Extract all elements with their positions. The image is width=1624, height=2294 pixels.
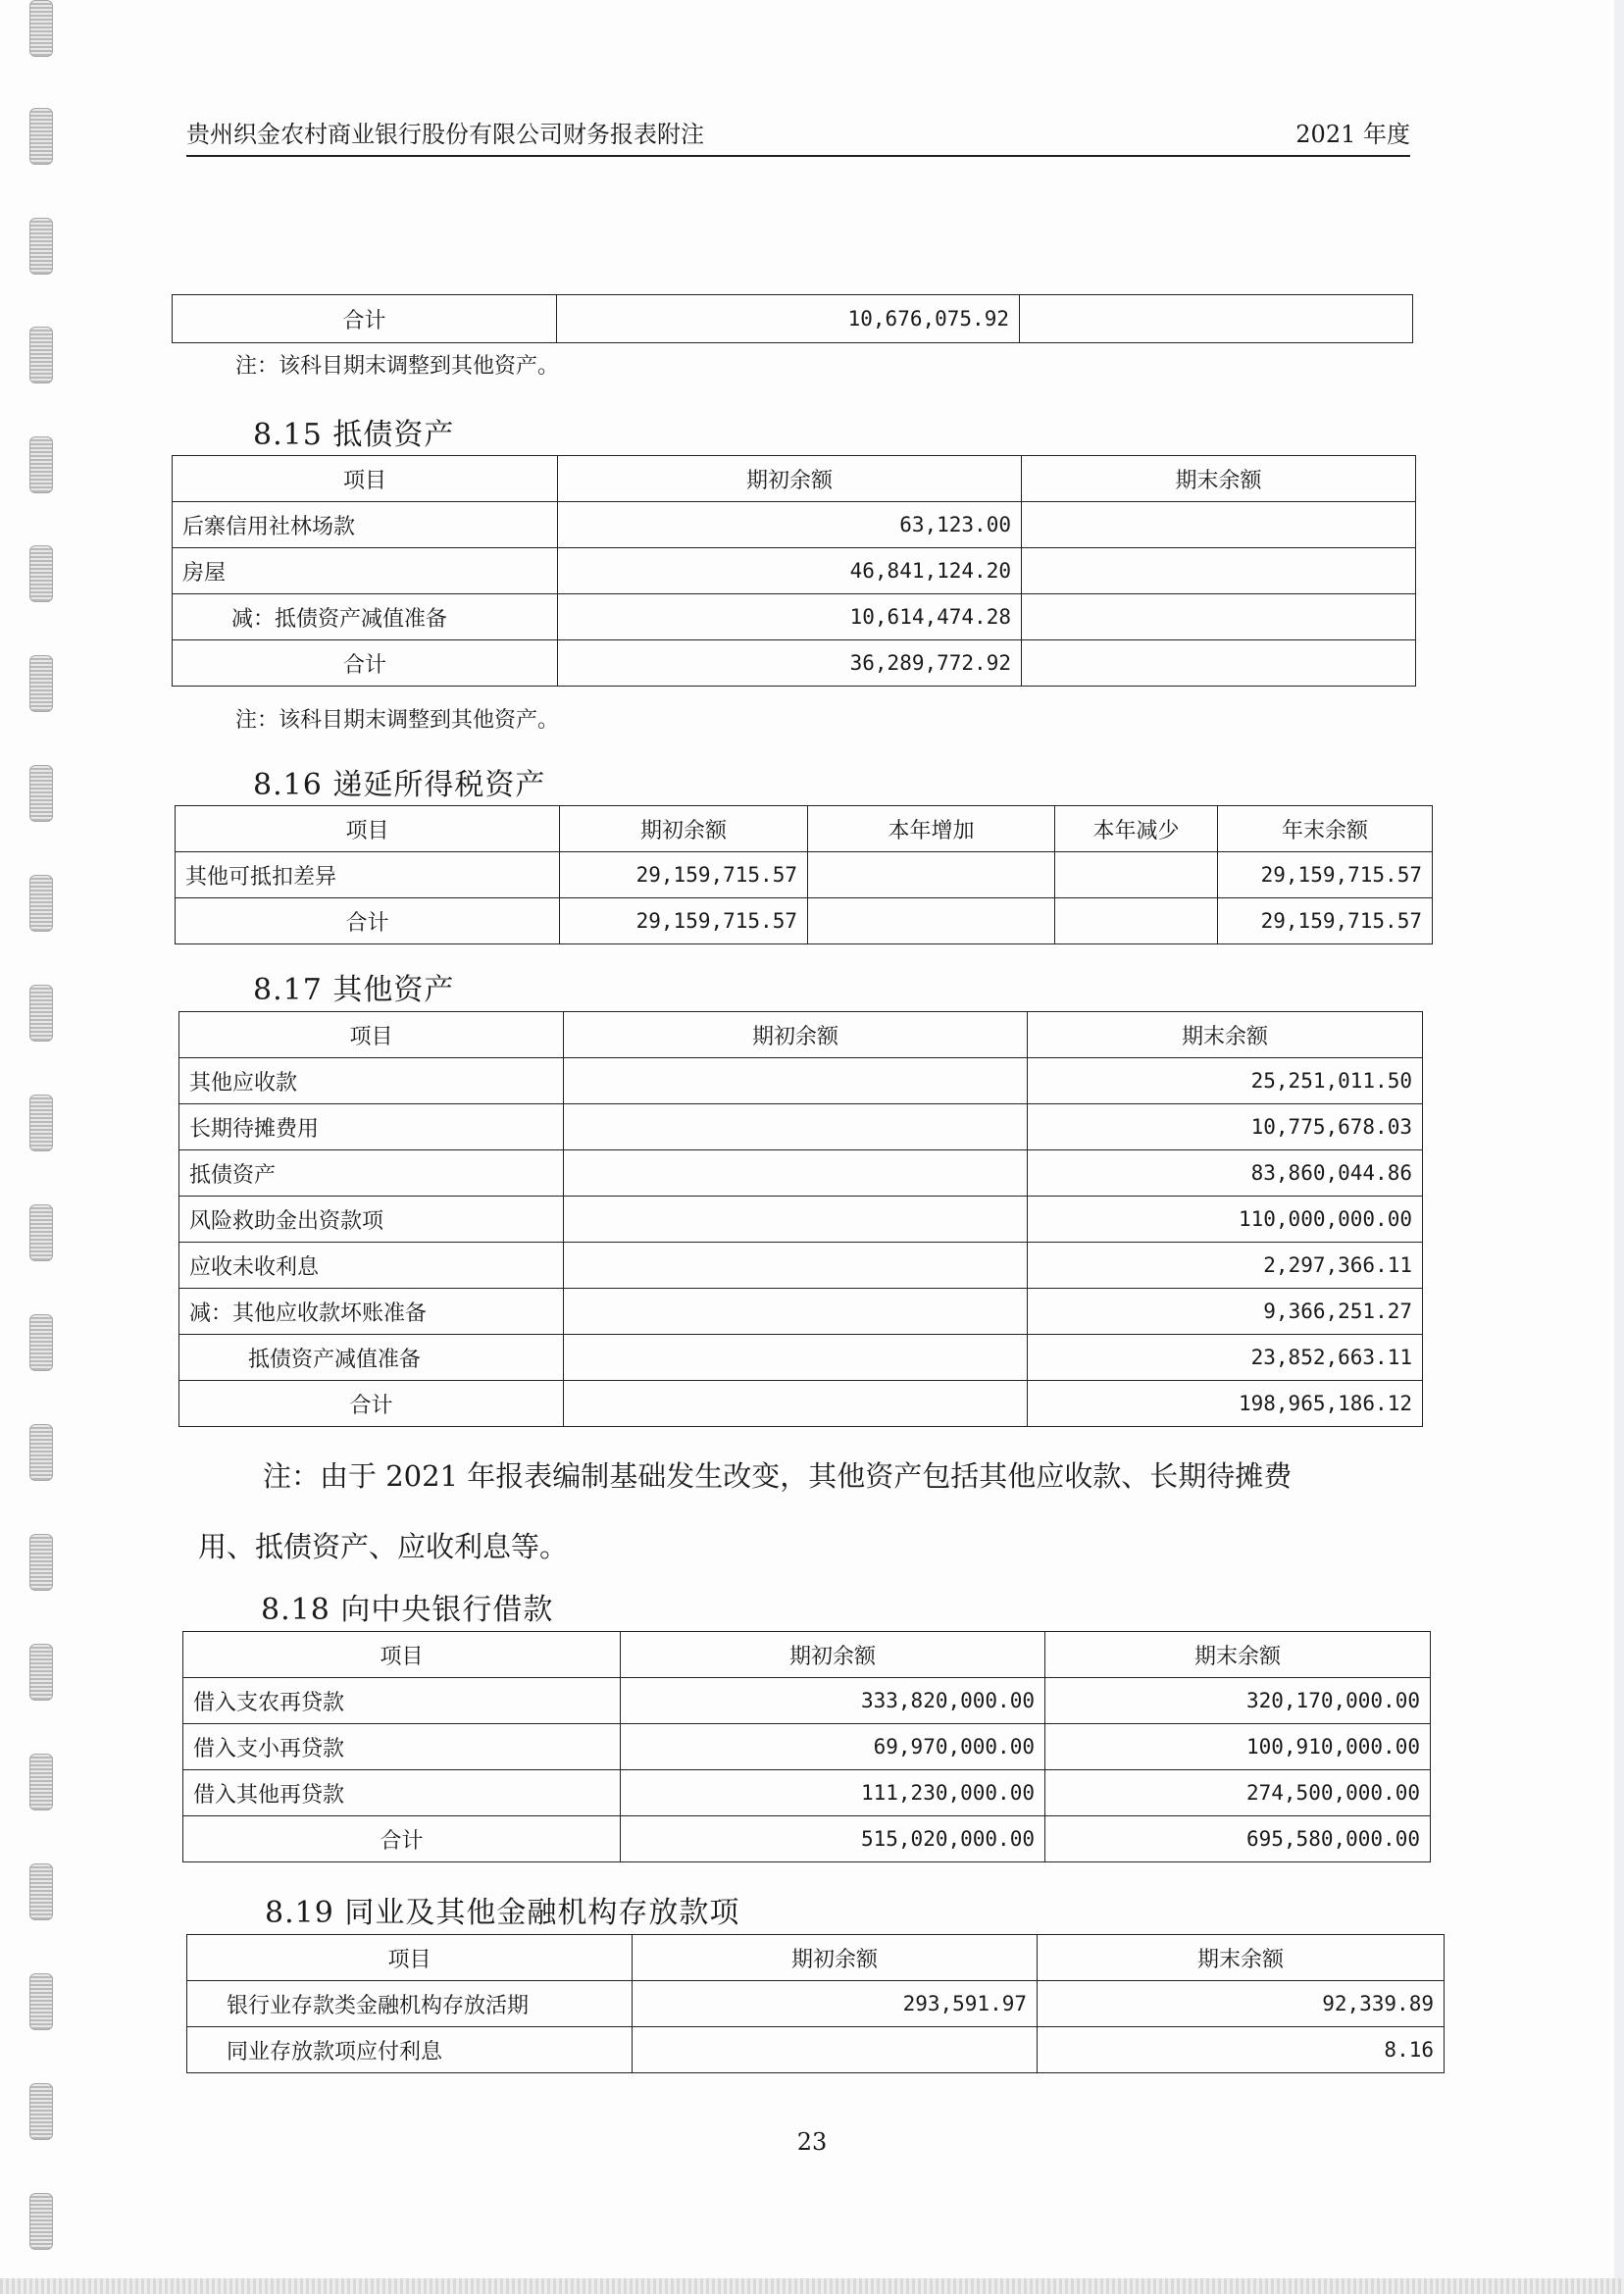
binding-hole xyxy=(29,2193,53,2250)
column-header: 期初余额 xyxy=(558,456,1022,502)
table-row xyxy=(187,1981,1445,2027)
table-cell: 后寨信用社林场款 xyxy=(173,502,558,548)
table-cell: 银行业存款类金融机构存放活期 xyxy=(187,1981,633,2027)
table-cell: 合计 xyxy=(176,898,560,944)
table-row xyxy=(179,1058,1423,1104)
table-row xyxy=(179,1197,1423,1243)
binding-strip xyxy=(27,0,57,2294)
column-header: 期末余额 xyxy=(1038,1935,1445,1981)
table-cell: 合计 xyxy=(173,295,557,343)
column-header: 项目 xyxy=(176,806,560,852)
page-edge-right xyxy=(1614,0,1624,2294)
table-cell: 695,580,000.00 xyxy=(1045,1816,1431,1862)
column-header: 项目 xyxy=(173,456,558,502)
table-row xyxy=(179,1104,1423,1150)
table-cell xyxy=(564,1150,1028,1197)
table-cell: 69,970,000.00 xyxy=(621,1724,1045,1770)
table-cell: 29,159,715.57 xyxy=(1218,898,1433,944)
table-cell xyxy=(564,1197,1028,1243)
table-row xyxy=(183,1724,1431,1770)
table-cell xyxy=(808,852,1055,898)
column-header: 期末余额 xyxy=(1028,1012,1423,1058)
table-cell: 借入支农再贷款 xyxy=(183,1678,621,1724)
table-header-row xyxy=(187,1935,1445,1981)
binding-hole xyxy=(29,875,53,932)
table-row xyxy=(173,502,1416,548)
note-text: 注：该科目期末调整到其他资产。 xyxy=(235,354,560,379)
column-header: 期末余额 xyxy=(1045,1632,1431,1678)
table-cell: 320,170,000.00 xyxy=(1045,1678,1431,1724)
table-cell: 借入支小再贷款 xyxy=(183,1724,621,1770)
binding-hole xyxy=(29,0,53,57)
note-paragraph-line: 用、抵债资产、应收利息等。 xyxy=(198,1530,569,1563)
table-cell: 减：抵债资产减值准备 xyxy=(173,594,558,640)
table-cell: 29,159,715.57 xyxy=(1218,852,1433,898)
table-cell xyxy=(1022,548,1416,594)
binding-hole xyxy=(29,1754,53,1810)
table-header-row xyxy=(176,806,1433,852)
interbank-deposits-table xyxy=(186,1934,1445,2073)
section-title: 8.18 向中央银行借款 xyxy=(261,1593,554,1627)
table-row xyxy=(173,594,1416,640)
binding-hole xyxy=(29,545,53,602)
table-cell xyxy=(564,1335,1028,1381)
table-cell: 同业存放款项应付利息 xyxy=(187,2027,633,2073)
column-header: 期初余额 xyxy=(633,1935,1038,1981)
table-row xyxy=(179,1335,1423,1381)
table-cell: 抵债资产 xyxy=(179,1150,564,1197)
deferred-tax-table xyxy=(175,805,1433,944)
column-header: 本年增加 xyxy=(808,806,1055,852)
table-cell: 274,500,000.00 xyxy=(1045,1770,1431,1816)
column-header: 期初余额 xyxy=(564,1012,1028,1058)
header-title: 贵州织金农村商业银行股份有限公司财务报表附注 xyxy=(186,121,704,148)
binding-hole xyxy=(29,765,53,822)
table-cell xyxy=(1055,852,1218,898)
table-cell: 8.16 xyxy=(1038,2027,1445,2073)
table-cell: 293,591.97 xyxy=(633,1981,1038,2027)
column-header: 期末余额 xyxy=(1022,456,1416,502)
binding-hole xyxy=(29,1863,53,1920)
section-title: 8.17 其他资产 xyxy=(253,973,455,1007)
table-row xyxy=(176,852,1433,898)
table-cell xyxy=(564,1104,1028,1150)
table-cell: 减：其他应收款坏账准备 xyxy=(179,1289,564,1335)
table-cell: 9,366,251.27 xyxy=(1028,1289,1423,1335)
binding-hole xyxy=(29,1534,53,1591)
carry-over-table xyxy=(172,294,1413,343)
table-cell: 合计 xyxy=(179,1381,564,1427)
table-cell: 风险救助金出资款项 xyxy=(179,1197,564,1243)
section-title: 8.15 抵债资产 xyxy=(253,418,455,452)
table-cell: 房屋 xyxy=(173,548,558,594)
table-cell: 100,910,000.00 xyxy=(1045,1724,1431,1770)
table-cell: 29,159,715.57 xyxy=(560,852,808,898)
page-edge-bottom xyxy=(0,2278,1624,2294)
table-cell xyxy=(564,1289,1028,1335)
central-bank-borrowings-table xyxy=(182,1631,1431,1862)
binding-hole xyxy=(29,1204,53,1261)
table-cell: 83,860,044.86 xyxy=(1028,1150,1423,1197)
column-header: 项目 xyxy=(179,1012,564,1058)
binding-hole xyxy=(29,985,53,1042)
table-header-row xyxy=(179,1012,1423,1058)
table-cell: 其他可抵扣差异 xyxy=(176,852,560,898)
table-row xyxy=(173,548,1416,594)
table-cell: 92,339.89 xyxy=(1038,1981,1445,2027)
table-cell xyxy=(1020,295,1413,343)
table-cell: 198,965,186.12 xyxy=(1028,1381,1423,1427)
table-cell: 10,775,678.03 xyxy=(1028,1104,1423,1150)
column-header: 期初余额 xyxy=(621,1632,1045,1678)
table-cell: 抵债资产减值准备 xyxy=(179,1335,564,1381)
column-header: 期初余额 xyxy=(560,806,808,852)
table-cell: 46,841,124.20 xyxy=(558,548,1022,594)
page-header xyxy=(186,116,1410,157)
note-paragraph-line: 注：由于 2021 年报表编制基础发生改变，其他资产包括其他应收款、长期待摊费 xyxy=(263,1459,1293,1493)
column-header: 年末余额 xyxy=(1218,806,1433,852)
table-cell: 515,020,000.00 xyxy=(621,1816,1045,1862)
table-row xyxy=(179,1381,1423,1427)
table-cell: 36,289,772.92 xyxy=(558,640,1022,687)
table-header-row xyxy=(173,456,1416,502)
binding-hole xyxy=(29,1095,53,1151)
binding-hole xyxy=(29,218,53,275)
table-cell xyxy=(1055,898,1218,944)
table-cell: 25,251,011.50 xyxy=(1028,1058,1423,1104)
table-row xyxy=(187,2027,1445,2073)
foreclosed-assets-table xyxy=(172,455,1416,687)
page-number: 23 xyxy=(796,2128,828,2156)
table-cell xyxy=(564,1381,1028,1427)
table-cell: 10,614,474.28 xyxy=(558,594,1022,640)
table-row xyxy=(179,1150,1423,1197)
table-cell xyxy=(564,1058,1028,1104)
table-row xyxy=(183,1816,1431,1862)
binding-hole xyxy=(29,1424,53,1481)
table-cell xyxy=(633,2027,1038,2073)
table-row xyxy=(173,295,1413,343)
binding-hole xyxy=(29,1644,53,1701)
column-header: 本年减少 xyxy=(1055,806,1218,852)
table-cell: 10,676,075.92 xyxy=(557,295,1020,343)
table-row xyxy=(183,1678,1431,1724)
binding-hole xyxy=(29,1314,53,1371)
table-cell xyxy=(1022,594,1416,640)
binding-hole xyxy=(29,327,53,383)
table-cell: 合计 xyxy=(173,640,558,687)
binding-hole xyxy=(29,436,53,493)
table-cell: 其他应收款 xyxy=(179,1058,564,1104)
table-header-row xyxy=(183,1632,1431,1678)
column-header: 项目 xyxy=(183,1632,621,1678)
other-assets-table xyxy=(178,1011,1423,1427)
table-cell: 111,230,000.00 xyxy=(621,1770,1045,1816)
binding-hole xyxy=(29,108,53,165)
table-cell xyxy=(564,1243,1028,1289)
table-cell xyxy=(1022,640,1416,687)
section-title: 8.16 递延所得税资产 xyxy=(253,768,546,802)
table-cell: 应收未收利息 xyxy=(179,1243,564,1289)
table-cell: 333,820,000.00 xyxy=(621,1678,1045,1724)
section-title: 8.19 同业及其他金融机构存放款项 xyxy=(265,1896,740,1930)
table-row xyxy=(179,1243,1423,1289)
table-cell xyxy=(808,898,1055,944)
note-text: 注：该科目期末调整到其他资产。 xyxy=(235,708,560,733)
table-cell: 63,123.00 xyxy=(558,502,1022,548)
table-cell: 2,297,366.11 xyxy=(1028,1243,1423,1289)
table-cell: 29,159,715.57 xyxy=(560,898,808,944)
table-row xyxy=(183,1770,1431,1816)
binding-hole xyxy=(29,1973,53,2030)
table-cell: 合计 xyxy=(183,1816,621,1862)
table-cell xyxy=(1022,502,1416,548)
table-cell: 借入其他再贷款 xyxy=(183,1770,621,1816)
binding-hole xyxy=(29,655,53,712)
table-row xyxy=(173,640,1416,687)
table-cell: 23,852,663.11 xyxy=(1028,1335,1423,1381)
table-cell: 长期待摊费用 xyxy=(179,1104,564,1150)
table-cell: 110,000,000.00 xyxy=(1028,1197,1423,1243)
table-row xyxy=(179,1289,1423,1335)
table-row xyxy=(176,898,1433,944)
header-year: 2021 年度 xyxy=(1295,121,1410,148)
column-header: 项目 xyxy=(187,1935,633,1981)
